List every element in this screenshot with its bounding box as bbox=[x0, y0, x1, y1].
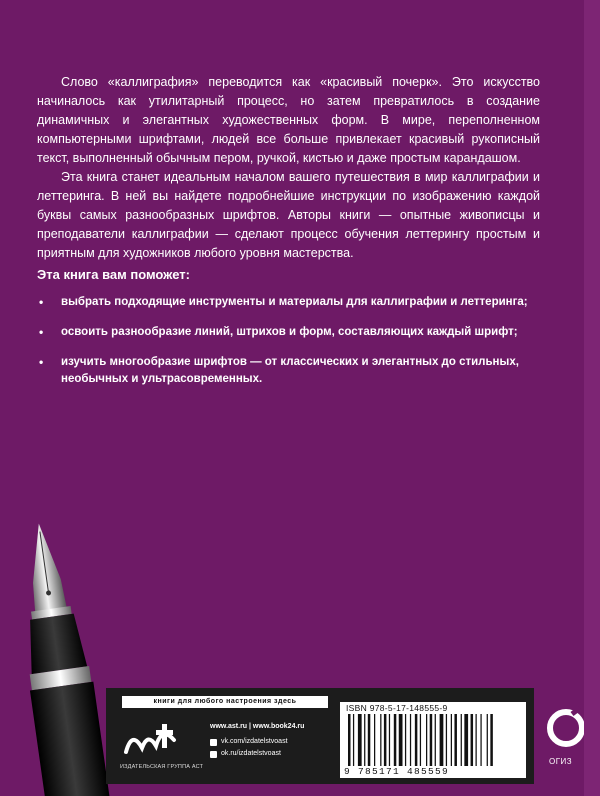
cover-edge bbox=[584, 0, 600, 796]
publisher-links bbox=[210, 721, 304, 760]
tagline: книги для любого настроения здесь bbox=[122, 696, 328, 708]
helps-title: Эта книга вам поможет: bbox=[37, 267, 190, 282]
intro-text bbox=[37, 73, 540, 263]
ogiz-logo-icon bbox=[546, 700, 584, 760]
ok-link[interactable]: ok.ru/izdatelstvoast bbox=[221, 750, 281, 757]
helps-item: • выбрать подходящие инструменты и материалы для каллиграфии и леттеринга; bbox=[37, 294, 537, 311]
intro-paragraph-2: Эта книга станет идеальным началом вашего путешествия в мир каллиграфии и леттеринга. В ней вы найдете подробнейшие инструкции по изображению каждой буквы самых разнообразных шрифтов. Авторы книги — опытные живописцы и преподаватели каллиграфии — сделают процесс обучения леттерингу простым и приятным для художников любого уровня мастерства. bbox=[37, 170, 540, 260]
sites-link[interactable]: www.ast.ru | www.book24.ru bbox=[210, 723, 305, 730]
isbn-block bbox=[340, 702, 526, 778]
barcode-icon bbox=[346, 714, 520, 768]
helps-list bbox=[37, 294, 537, 401]
helps-item: • освоить разнообразие линий, штрихов и форм, составляющих каждый шрифт; bbox=[37, 324, 537, 341]
barcode-number: 9 785171 485559 bbox=[344, 766, 450, 777]
ogiz-logo-label: ОГИЗ bbox=[549, 757, 573, 766]
ok-icon bbox=[210, 751, 217, 758]
publisher-label: ИЗДАТЕЛЬСКАЯ ГРУППА АСТ bbox=[120, 764, 204, 770]
vk-link[interactable]: vk.com/izdatelstvoast bbox=[221, 738, 288, 745]
isbn-text: ISBN 978-5-17-148555-9 bbox=[346, 703, 448, 713]
imprint-panel bbox=[106, 688, 534, 784]
vk-icon bbox=[210, 739, 217, 746]
helps-item: • изучить многообразие шрифтов — от классических и элегантных до стильных, необычных и ультрасовременных. bbox=[37, 354, 537, 388]
intro-paragraph-1: Слово «каллиграфия» переводится как «красивый почерк». Это искусство начиналось как утилитарный процесс, но затем превратилось в создание динамичных и элегантных художественных форм. В мире, переполненном компьютерными шрифтами, людей все больше привлекает красивый рукописный текст, выполненный обычным пером, ручкой, кистью и даже простым карандашом. bbox=[37, 75, 540, 165]
ast-logo-icon bbox=[122, 722, 180, 762]
